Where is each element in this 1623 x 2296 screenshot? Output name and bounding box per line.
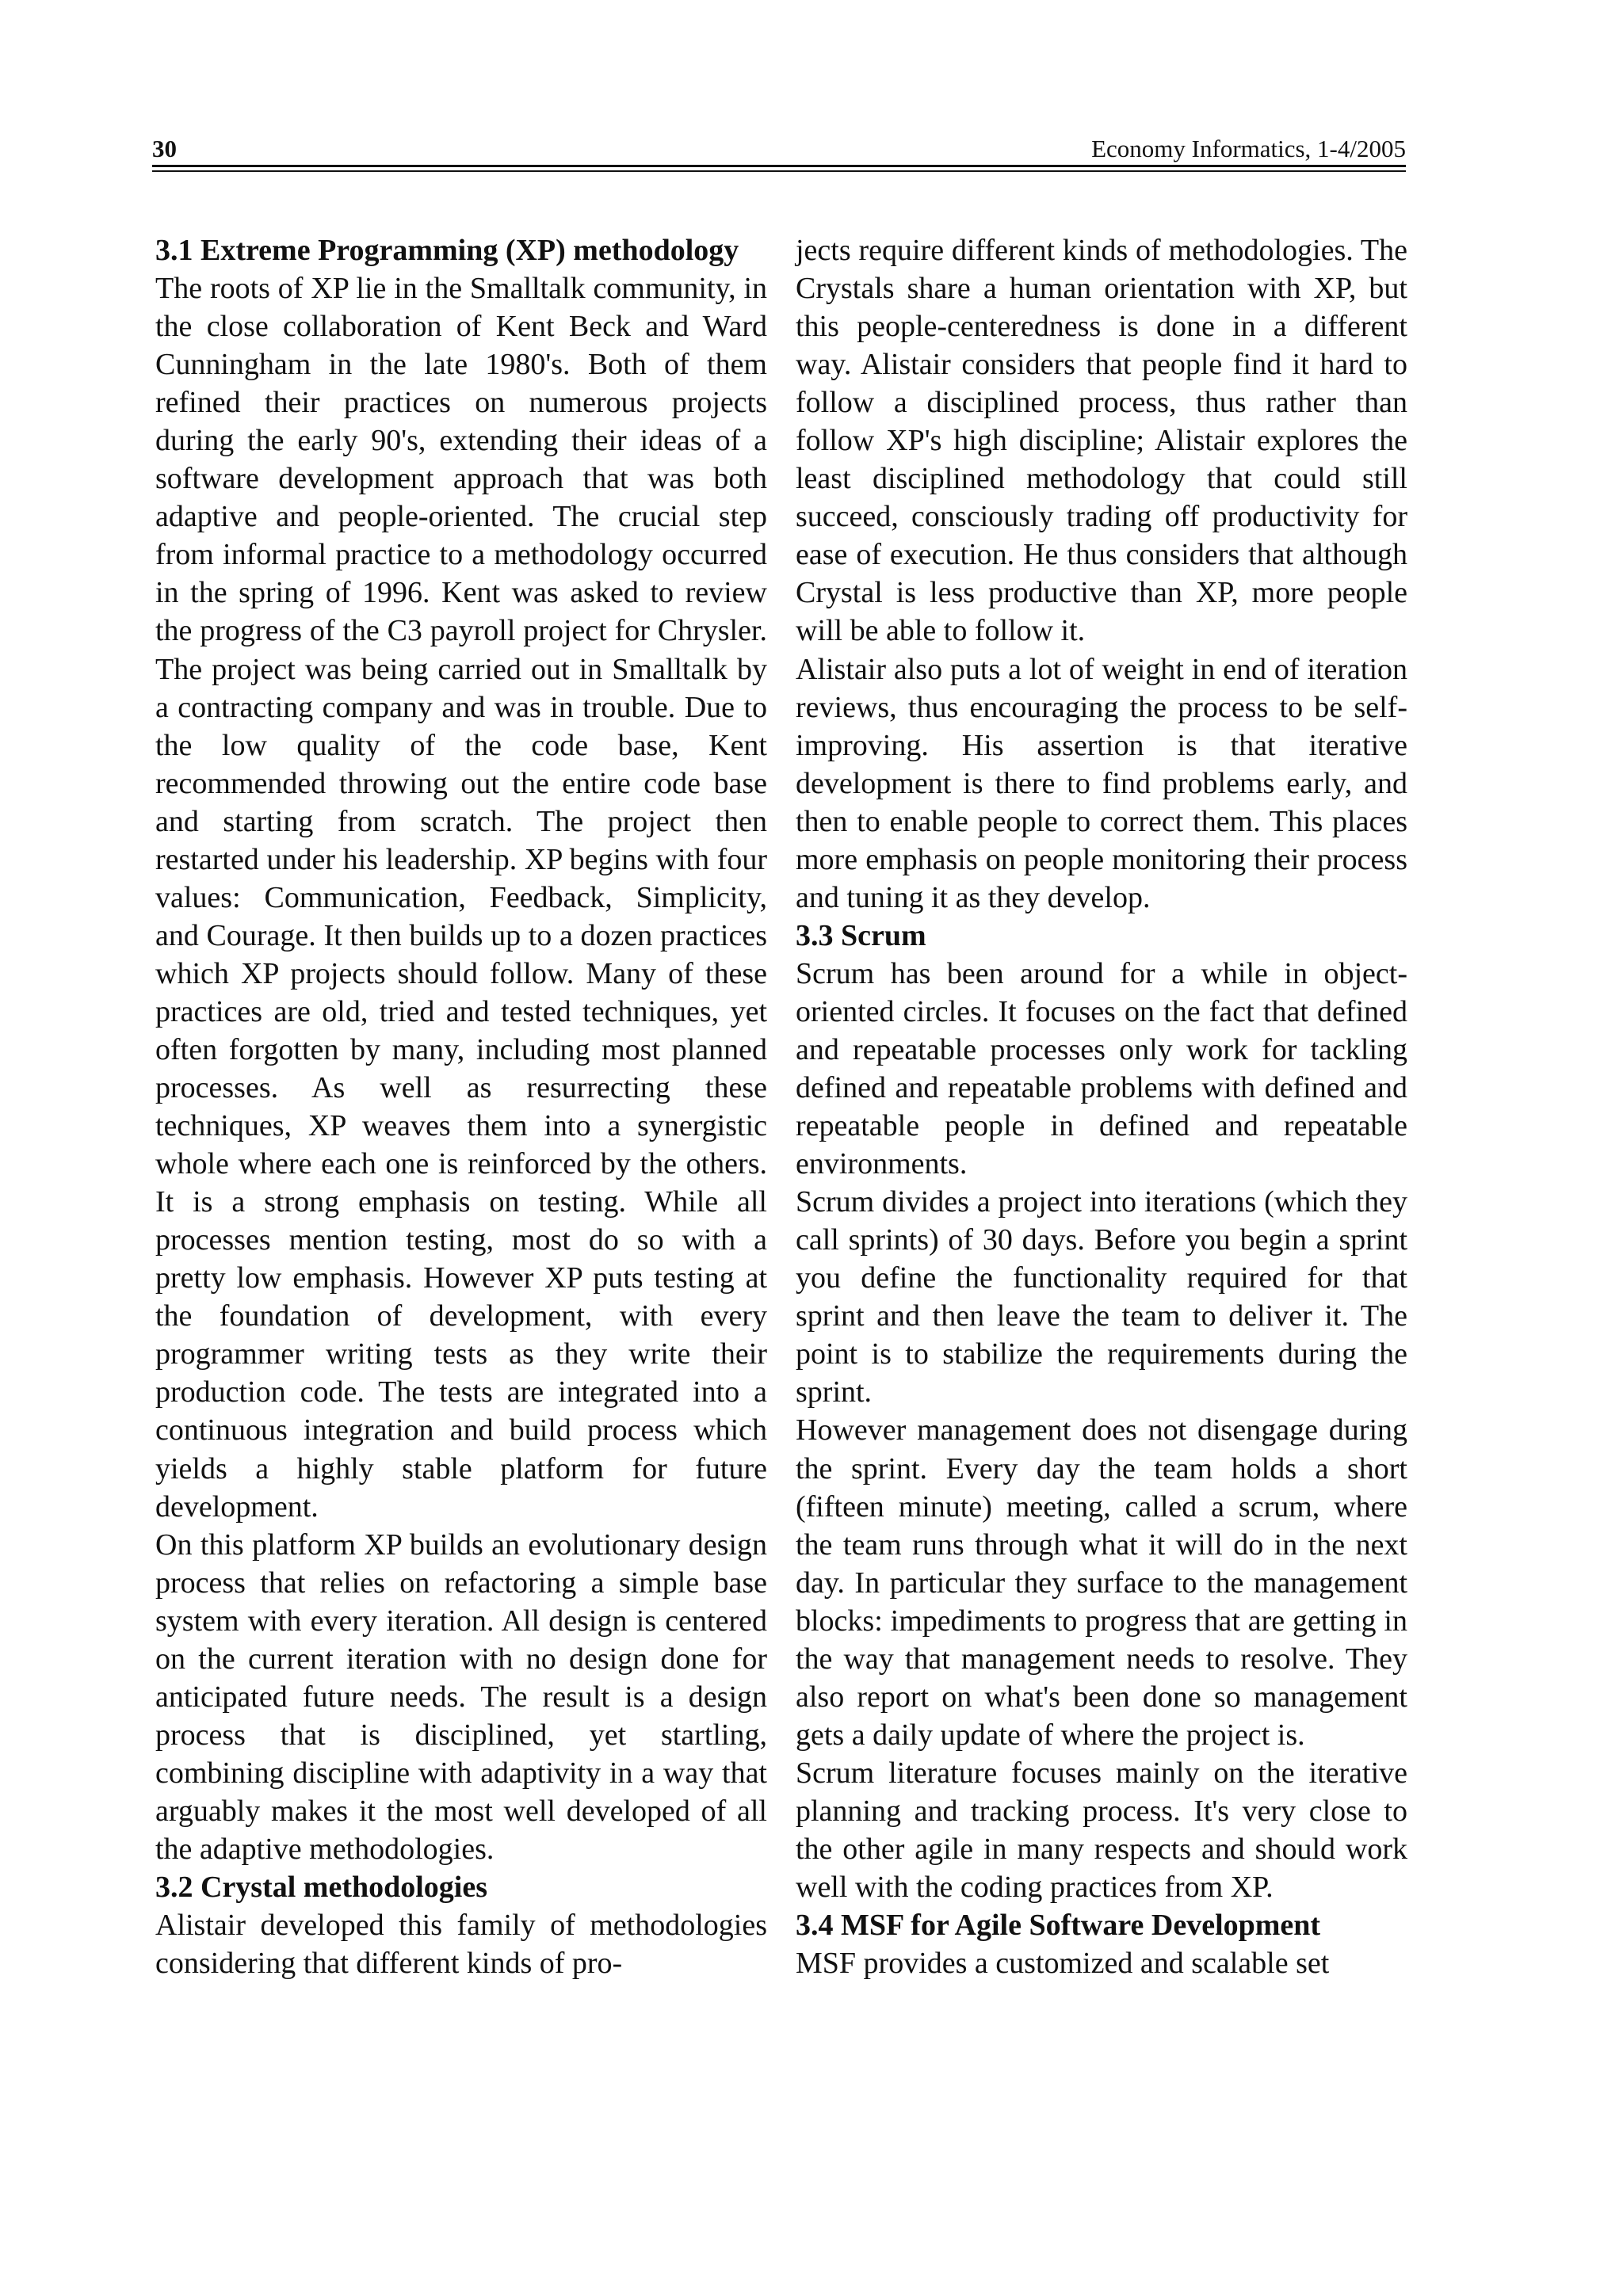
right-column xyxy=(796,231,1407,1982)
section-heading-3-4: 3.4 MSF for Agile Software Development xyxy=(796,1909,1321,1943)
paragraph: Scrum has been around for a while in object-oriented circles. It focuses on the fact that defined and repeatable processes only work for tackling defined and repeatable problems with defined and repeatable people in defined and repeatable environments. xyxy=(796,956,1407,1181)
paragraph: Scrum literature focuses mainly on the iterative planning and tracking process. It's very close to the other agile in many respects and should work well with the coding practices from XP. xyxy=(796,1756,1407,1905)
paragraph: Alistair also puts a lot of weight in end of iteration reviews, thus encouraging the process to be self-improving. His assertion is that iterative development is there to find problems early, and then to enable people to correct them. This places more emphasis on people monitoring their process and tuning it as they develop. xyxy=(796,652,1407,914)
paragraph: Alistair developed this family of methodologies considering that different kinds of pro- xyxy=(155,1909,767,1981)
paragraph: MSF provides a customized and scalable set xyxy=(796,1947,1330,1981)
section-heading-3-2: 3.2 Crystal methodologies xyxy=(155,1871,488,1905)
page-number: 30 xyxy=(152,135,177,162)
running-header xyxy=(152,128,1406,170)
paragraph: On this platform XP builds an evolutionary design process that relies on refactoring a simple base system with every iteration. All design is centered on the current iteration with no design done for anticipated future needs. The result is a design process that is disciplined, yet startling, combining discipline with adaptivity in a way that arguably makes it the most well developed of all the adaptive methodologies. xyxy=(155,1527,767,1866)
paragraph: jects require different kinds of methodologies. The Crystals share a human orientation with XP, but this people-centeredness is done in a different way. Alistair considers that people find it hard to follow a disciplined process, thus rather than follow XP's high discipline; Alistair explores the least disciplined methodology that could still succeed, consciously trading off productivity for ease of execution. He thus considers that although Crystal is less productive than XP, more people will be able to follow it. xyxy=(796,234,1407,648)
header-rule-thin xyxy=(152,170,1406,172)
paragraph: The roots of XP lie in the Smalltalk community, in the close collaboration of Kent Beck and Ward Cunningham in the late 1980's. Both of them refined their practices on numerous projects during the early 90's, extending their ideas of a software development approach that was both adaptive and people-oriented. The crucial step from informal practice to a methodology occurred in the spring of 1996. Kent was asked to review the progress of the C3 payroll project for Chrysler. The project was being carried out in Smalltalk by a contracting company and was in trouble. Due to the low quality of the code base, Kent recommended throwing out the entire code base and starting from scratch. The project then restarted under his leadership. XP begins with four values: Communication, Feedback, Simplicity, and Courage. It then builds up to a dozen practices which XP projects should follow. Many of these practices are old, tried and tested techniques, yet often forgotten by many, including most planned processes. As well as resurrecting these techniques, XP weaves them into a synergistic whole where each one is reinforced by the others. It is a strong emphasis on testing. While all processes mention testing, most do so with a pretty low emphasis. However XP puts testing at the foundation of development, with every programmer writing tests as they write their production code. The tests are integrated into a continuous integration and build process which yields a highly stable platform for future development. xyxy=(155,272,767,1524)
section-heading-3-1: 3.1 Extreme Programming (XP) methodology xyxy=(155,234,739,267)
paragraph: Scrum divides a project into iterations (which they call sprints) of 30 days. Before you begin a sprint you define the functionality required for that sprint and then leave the team to deliver it. The point is to stabilize the requirements during the sprint. xyxy=(796,1185,1407,1409)
journal-title: Economy Informatics, 1-4/2005 xyxy=(1091,135,1406,162)
header-rule-thick xyxy=(152,165,1406,167)
section-heading-3-3: 3.3 Scrum xyxy=(796,918,926,952)
paragraph: However management does not disengage during the sprint. Every day the team holds a short (fifteen minute) meeting, called a scrum, where the team runs through what it will do in the next day. In particular they surface to the management blocks: impediments to progress that are getting in the way that management needs to resolve. They also report on what's been done so management gets a daily update of where the project is. xyxy=(796,1413,1407,1752)
left-column xyxy=(155,231,767,1982)
